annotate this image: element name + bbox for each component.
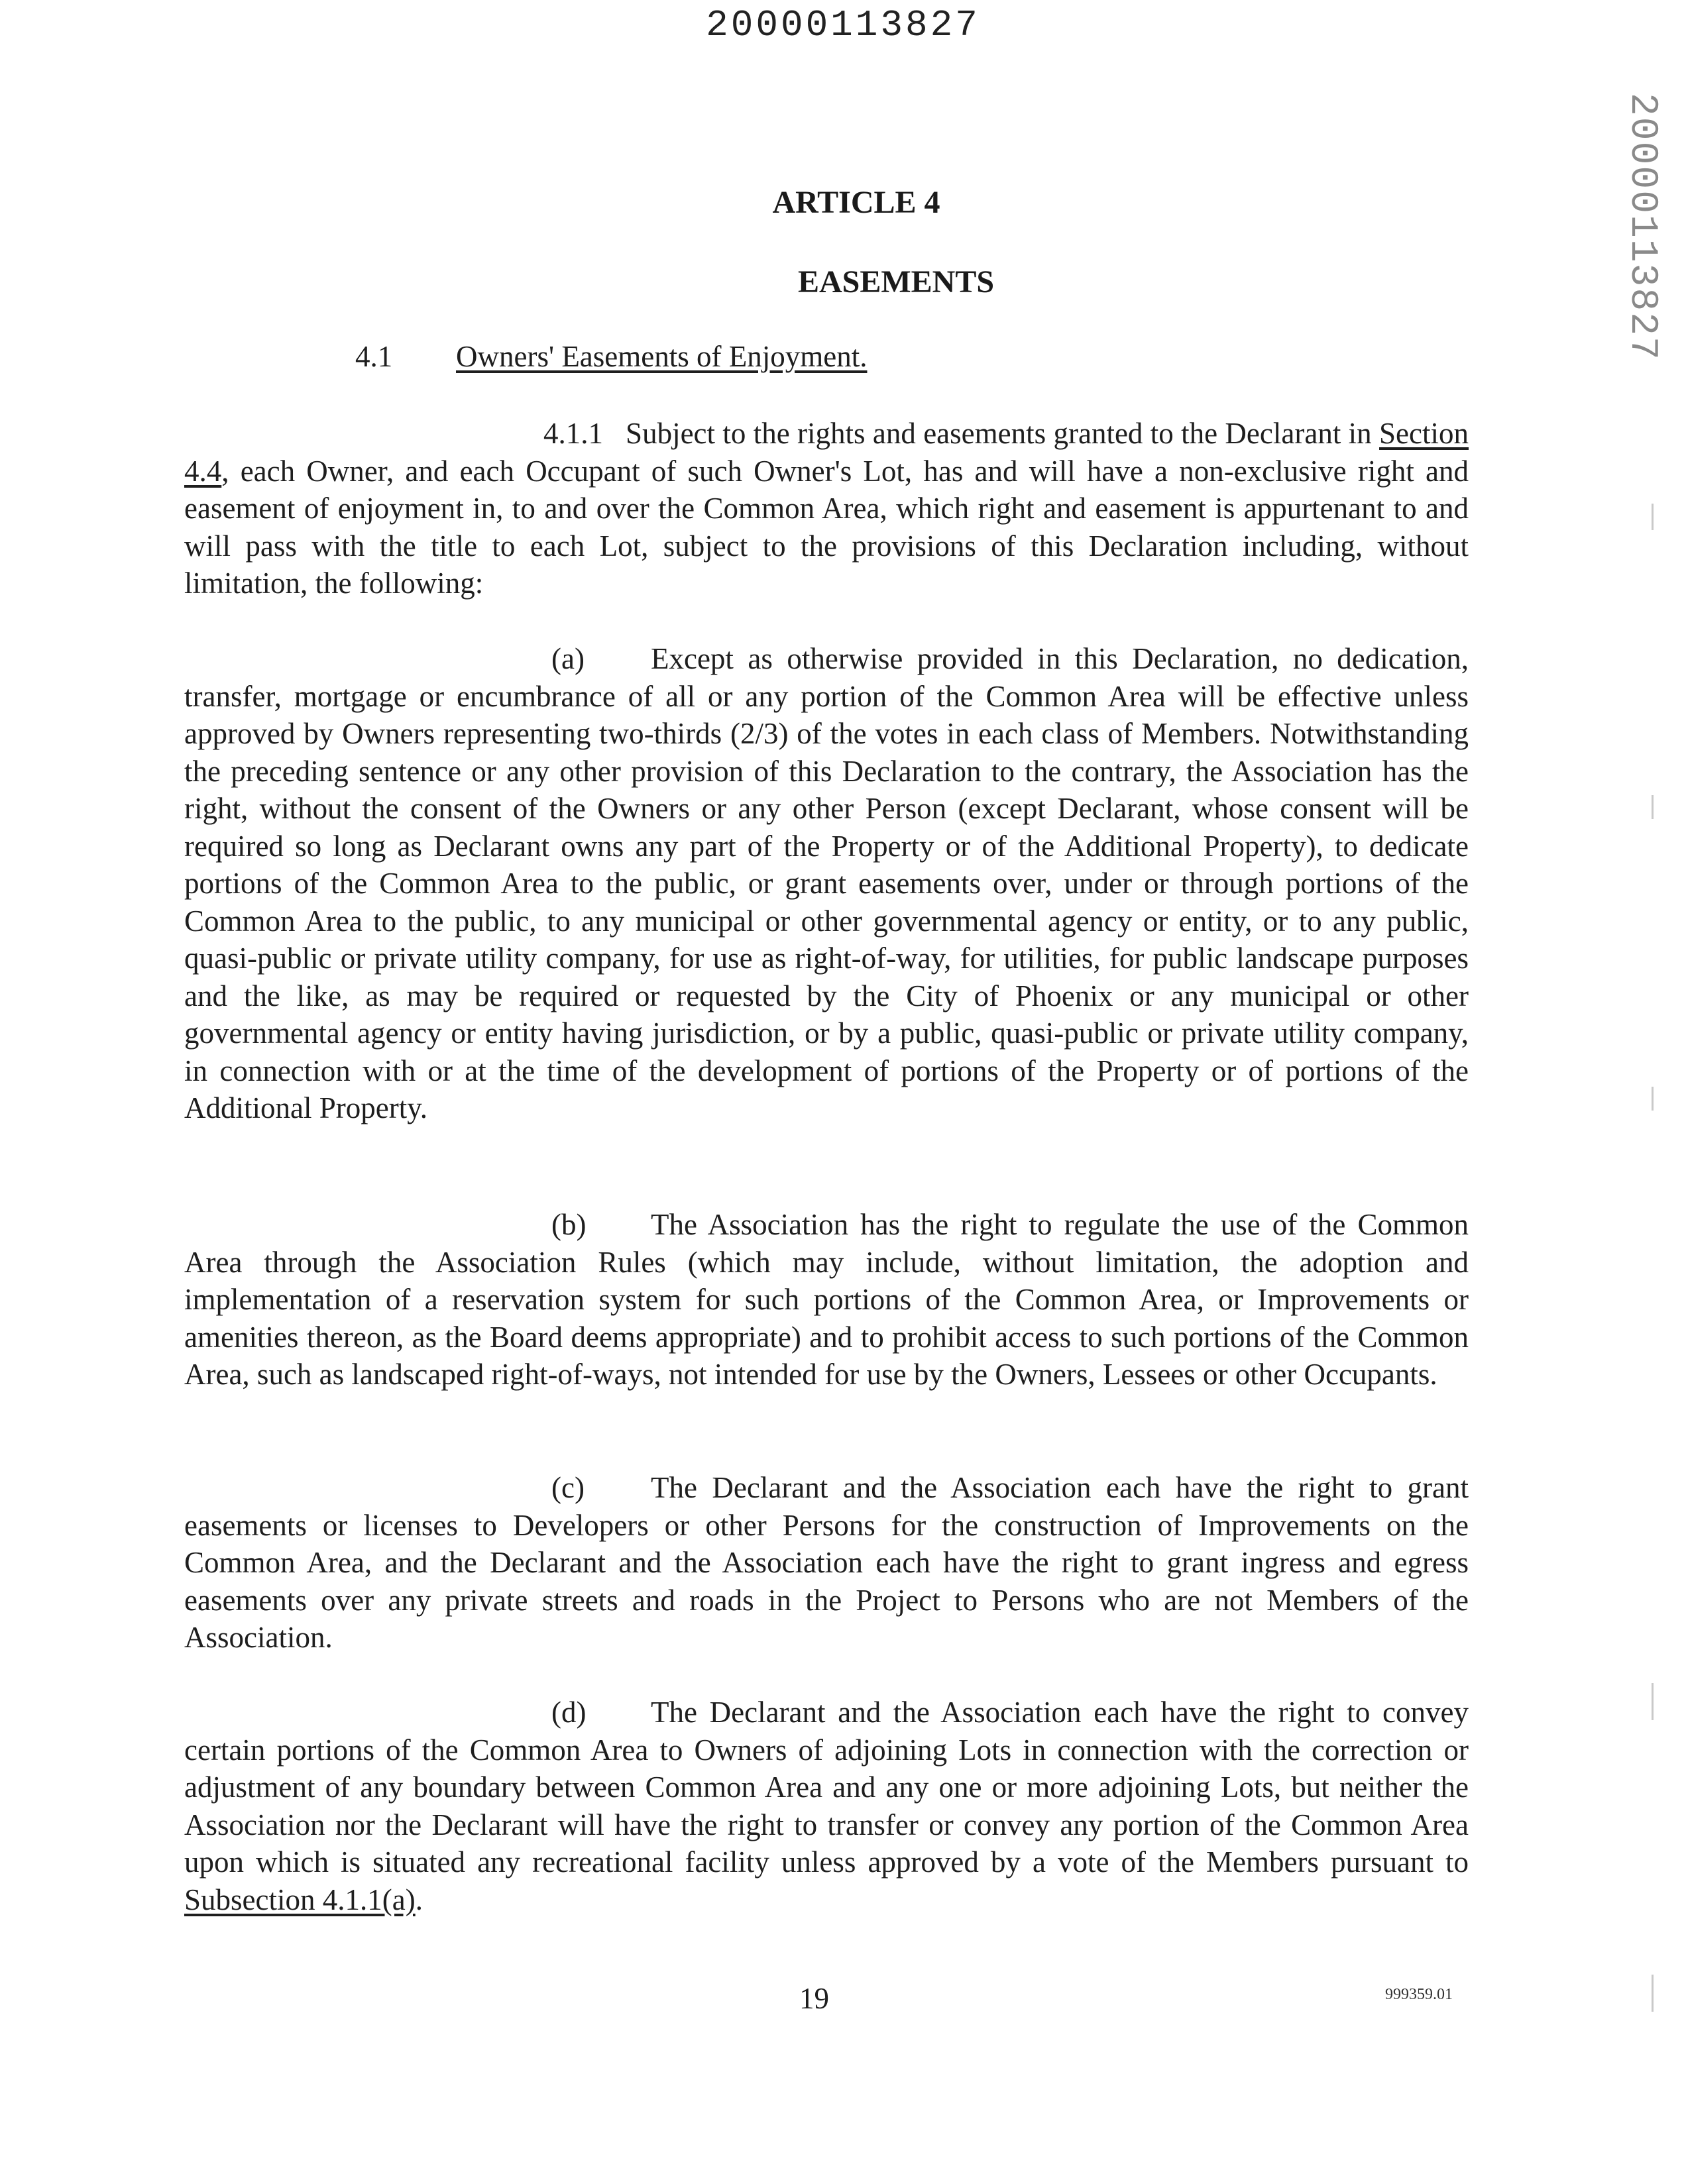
item-b-paragraph bbox=[184, 1206, 1469, 1393]
scan-margin-mark bbox=[1652, 1087, 1654, 1111]
article-title-heading: EASEMENTS bbox=[797, 264, 995, 300]
item-a-text: Except as otherwise provided in this Declaration, no dedication, transfer, mortgage or encumbrance of all or any portion of the Common Area will be effective unless approved by Owners representing two-thirds (2/3) of the votes in each class of Members. Notwithstanding the preceding sentence or any other provision of this Declaration to the contrary, the Association has the right, without the consent of the Owners or any other Person (except Declarant, whose consent will be required so long as Declarant owns any part of the Property or of the Additional Property), to dedicate portions of the Common Area to the public, or grant easements over, under or through portions of the Common Area to the public, to any municipal or other governmental agency or entity, or to any public, quasi-public or private utility company, for use as right-of-way, for utilities, for public landscape purposes and the like, as may be required or requested by the City of Phoenix or any municipal or other governmental agency or entity having jurisdiction, or by a public, quasi-public or private utility company, in connection with or at the time of the development of portions of the Property or of portions of the Additional Property. bbox=[184, 642, 1469, 1124]
scan-margin-mark bbox=[1652, 1683, 1654, 1720]
item-b-label: (b) bbox=[551, 1208, 587, 1241]
section-reference-link: Section 4.4 bbox=[184, 417, 1469, 488]
page-number: 19 bbox=[799, 1982, 829, 2015]
item-b-text: The Association has the right to regulate the use of the Common Area through the Association Rules (which may include, without limitation, the adoption and implementation of a reservation system for such portions of the Common Area, or Improvements or amenities thereon, as the Board deems appropriate) and to prohibit access to such portions of the Common Area, such as landscaped right-of-ways, not intended for use by the Owners, Lessees or other Occupants. bbox=[184, 1208, 1469, 1391]
item-d-paragraph bbox=[184, 1694, 1469, 1918]
item-c-text: The Declarant and the Association each have the right to grant easements or licenses to Developers or other Persons for the construction of Improvements on the Common Area, and the Declarant and the Association each have the right to grant ingress and egress easements over any private streets and roads in the Project to Persons who are not Members of the Association. bbox=[184, 1471, 1469, 1654]
item-d-label: (d) bbox=[551, 1696, 587, 1729]
subsection-text-start: Subject to the rights and easements granted to the Declarant in bbox=[626, 417, 1380, 450]
item-d-text-end: . bbox=[415, 1883, 423, 1916]
scan-margin-mark bbox=[1652, 795, 1654, 819]
item-c-paragraph bbox=[184, 1469, 1469, 1657]
side-recording-stamp bbox=[1617, 93, 1663, 361]
item-a-paragraph bbox=[184, 640, 1469, 1127]
subsection-4-1-1 bbox=[184, 415, 1469, 602]
section-number: 4.1 bbox=[355, 340, 393, 373]
side-stamp-text: 20000113827 bbox=[1620, 93, 1663, 361]
section-heading bbox=[355, 339, 867, 374]
subsection-reference-link: Subsection 4.1.1(a) bbox=[184, 1883, 416, 1916]
item-c-label: (c) bbox=[551, 1471, 585, 1504]
scan-margin-mark bbox=[1652, 1975, 1654, 2012]
document-code: 999359.01 bbox=[1385, 1986, 1453, 2003]
subsection-text-end: , each Owner, and each Occupant of such Owner's Lot, has and will have a non-exclusive right and easement of enjoyment in, to and over the Common Area, which right and easement is appurtenant to and will pass with the title to each Lot, subject to the provisions of this Declaration including, without limitation, the following: bbox=[184, 454, 1469, 600]
subsection-number: 4.1.1 bbox=[543, 417, 603, 450]
item-d-text-start: The Declarant and the Association each have the right to convey certain portions of the Common Area to Owners of adjoining Lots in connection with the correction or adjustment of any boundary between Common Area and any one or more adjoining Lots, but neither the Association nor the Declarant will have the right to transfer or convey any portion of the Common Area upon which is situated any recreational facility unless approved by a vote of the Members pursuant to bbox=[184, 1696, 1469, 1879]
recording-number: 20000113827 bbox=[706, 4, 980, 46]
section-title: Owners' Easements of Enjoyment. bbox=[456, 340, 868, 373]
item-a-label: (a) bbox=[551, 642, 585, 675]
article-number-heading: ARTICLE 4 bbox=[772, 185, 940, 220]
scan-margin-mark bbox=[1652, 504, 1654, 530]
